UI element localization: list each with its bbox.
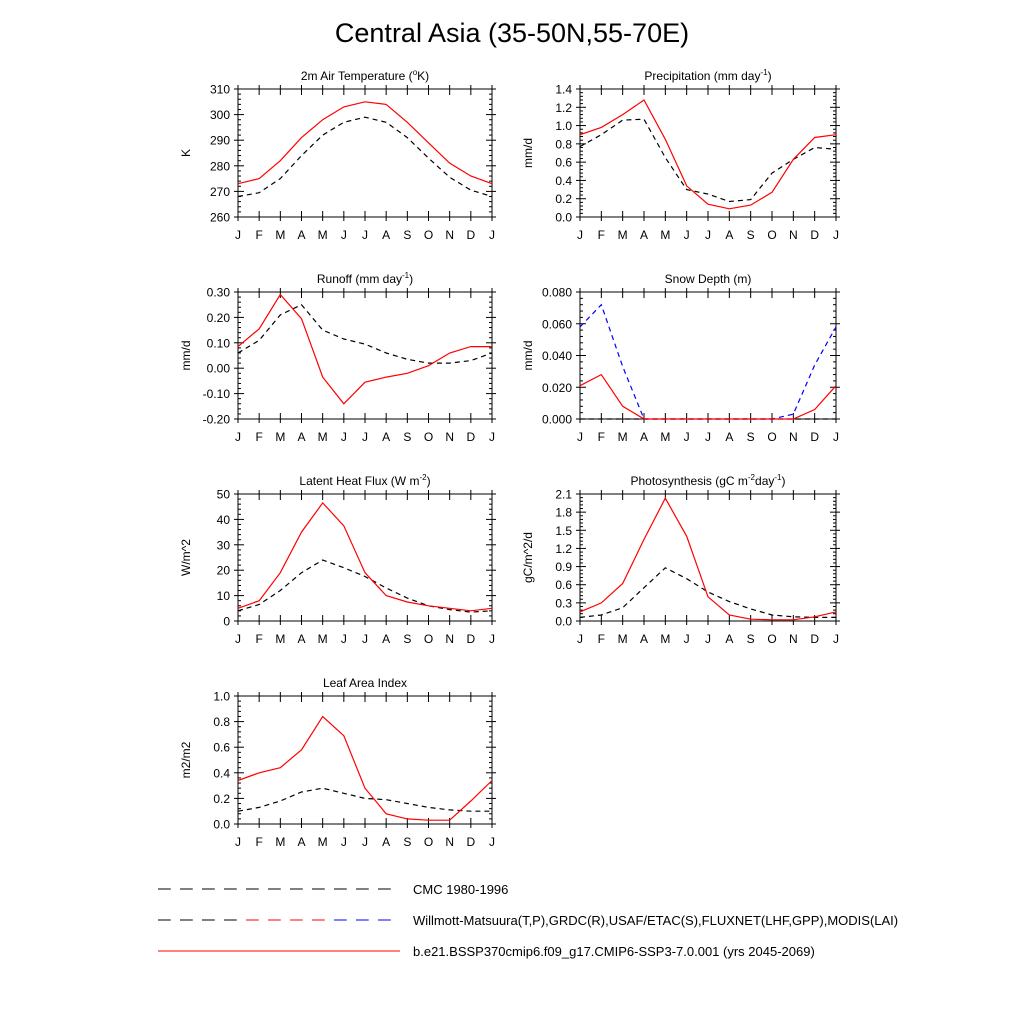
x-tick-label: J [489,632,495,646]
y-tick-label: 1.8 [555,505,572,520]
x-tick-label: F [597,632,606,646]
y-axis-label: gC/m^2/d [521,532,535,583]
series-line-model-1 [238,717,492,821]
plot-frame [238,89,492,217]
chart-title: 2m Air Temperature ($^o$K) [300,68,430,83]
x-tick-label: D [466,430,476,444]
x-tick-label: A [297,835,306,849]
y-tick-label: -0.20 [202,412,230,427]
y-tick-label: 0.0 [213,817,230,832]
plot-frame [238,696,492,824]
x-tick-label: J [833,228,839,242]
x-tick-label: M [617,430,628,444]
y-axis-label: W/m^2 [179,539,193,576]
y-tick-label: 0.2 [555,192,572,207]
x-tick-label: M [275,430,286,444]
x-tick-label: J [577,430,583,444]
y-tick-label: 270 [209,184,230,199]
y-tick-label: 30 [216,538,230,553]
x-tick-label: M [660,228,671,242]
series-line-model-1 [238,503,492,611]
x-tick-label: D [810,632,820,646]
y-tick-label: 1.5 [555,523,572,538]
y-tick-label: 0.8 [213,715,230,730]
x-tick-label: A [639,632,649,646]
x-tick-label: A [382,228,391,242]
x-tick-label: J [683,632,690,646]
legend-label: CMC 1980-1996 [413,882,509,897]
x-tick-label: O [767,632,777,646]
x-tick-label: M [275,228,286,242]
y-tick-label: 0.30 [206,285,230,300]
x-tick-label: M [617,228,628,242]
y-tick-label: 300 [209,108,230,123]
y-tick-label: 310 [209,82,230,97]
x-tick-label: F [255,430,263,444]
x-tick-label: O [423,632,434,646]
y-axis-label: K [179,148,193,158]
x-tick-label: A [297,632,306,646]
chart-gpp [521,473,840,646]
x-tick-label: J [489,228,495,242]
plot-frame [580,89,836,217]
x-tick-label: J [833,430,839,444]
x-tick-label: N [788,632,798,646]
x-tick-label: A [297,430,306,444]
x-tick-label: A [725,430,734,444]
legend [158,882,898,959]
legend-label: Willmott-Matsuura(T,P),GRDC(R),USAF/ETAC(S),FLUXNET(LHF,GPP),MODIS(LAI) [413,913,899,928]
y-tick-label: 1.4 [555,82,572,97]
series-line-obs-0 [580,119,836,201]
x-tick-label: F [255,228,263,242]
series-line-obs-0 [238,560,492,612]
y-tick-label: 0.040 [541,349,572,363]
x-tick-label: J [577,632,583,646]
x-tick-label: J [340,430,347,444]
x-tick-label: S [403,430,412,444]
series-line-model-2 [580,375,836,419]
y-tick-label: 0.2 [213,791,230,806]
x-tick-label: J [362,835,368,849]
plot-frame [238,494,492,621]
x-tick-label: M [275,835,286,849]
y-tick-label: 0.0 [555,614,572,629]
y-tick-label: 290 [209,133,230,148]
y-tick-label: 0.6 [555,155,572,170]
series-line-model-1 [580,100,836,209]
y-tick-label: 260 [209,210,230,225]
x-tick-label: N [445,632,455,646]
x-tick-label: O [423,430,434,444]
x-tick-label: O [423,228,434,242]
y-tick-label: 0.6 [213,740,230,755]
y-tick-label: 0.000 [541,412,572,427]
y-axis-label: m2/m2 [179,741,193,779]
x-tick-label: A [382,835,391,849]
x-tick-label: S [403,632,412,646]
x-tick-label: O [767,228,777,242]
chart-lai [179,676,496,849]
x-tick-label: N [445,430,455,444]
x-tick-label: O [423,835,434,849]
x-tick-label: S [746,632,755,646]
x-tick-label: S [403,835,412,849]
chart-title: Snow Depth (m) [664,272,752,286]
y-tick-label: -0.10 [202,387,230,402]
y-tick-label: 40 [216,512,230,527]
y-tick-label: 0.4 [213,766,230,781]
x-tick-label: J [235,228,241,242]
x-tick-label: J [683,228,690,242]
chart-temperature [179,68,496,242]
x-tick-label: M [317,835,328,849]
y-axis-label: mm/d [521,138,535,168]
plot-frame [580,494,836,621]
x-tick-label: F [255,632,263,646]
series-line-obs-0 [580,568,836,618]
x-tick-label: O [767,430,777,444]
y-tick-label: 10 [216,589,230,604]
chart-precipitation [521,68,840,242]
y-tick-label: 20 [216,563,230,578]
x-tick-label: J [833,632,839,646]
chart-runoff [179,271,496,444]
y-tick-label: 50 [216,487,230,502]
chart-snow [521,272,840,444]
x-tick-label: F [597,228,606,242]
series-line-model-1 [238,295,492,404]
chart-lhf [179,473,496,646]
y-tick-label: 0.00 [206,361,230,376]
x-tick-label: J [340,835,347,849]
x-tick-label: J [705,632,711,646]
y-tick-label: 0.10 [206,336,230,351]
x-tick-label: S [403,228,412,242]
x-tick-label: F [597,430,606,444]
series-line-obs-0 [238,305,492,363]
x-tick-label: A [725,632,734,646]
x-tick-label: A [725,228,734,242]
x-tick-label: J [340,228,347,242]
x-tick-label: J [489,430,495,444]
chart-title: Latent Heat Flux (W $m^{-2}$) [299,473,431,488]
y-tick-label: 0.080 [541,285,572,300]
x-tick-label: N [445,835,455,849]
y-tick-label: 0.0 [555,210,572,225]
x-tick-label: J [362,430,368,444]
x-tick-label: J [235,835,241,849]
series-line-obs-0 [238,117,492,196]
y-tick-label: 0.6 [555,578,572,593]
legend-label: b.e21.BSSP370cmip6.f09_g17.CMIP6-SSP3-7.0.001 (yrs 2045-2069) [413,944,815,959]
series-line-model-1 [238,102,492,184]
x-tick-label: M [317,632,328,646]
y-tick-label: 0.4 [555,173,572,188]
y-tick-label: 0.8 [555,137,572,152]
chart-title: Runoff (mm day$^{-1}$) [316,271,414,286]
x-tick-label: J [362,632,368,646]
y-tick-label: 1.2 [555,100,572,115]
x-tick-label: M [275,632,286,646]
chart-title: Leaf Area Index [322,676,408,690]
y-tick-label: 280 [209,159,230,174]
x-tick-label: M [660,430,671,444]
y-tick-label: 0.9 [555,560,572,575]
y-tick-label: 0.020 [541,380,572,395]
x-tick-label: A [382,632,391,646]
series-line-model-1 [580,498,836,620]
y-axis-label: mm/d [521,340,535,371]
y-tick-label: 0 [223,614,230,629]
x-tick-label: J [705,430,711,444]
y-tick-label: 0.060 [541,317,572,332]
x-tick-label: N [788,430,798,444]
plot-frame [238,292,492,419]
x-tick-label: M [317,228,328,242]
x-tick-label: F [255,835,263,849]
y-tick-label: 0.3 [555,596,572,611]
x-tick-label: J [705,228,711,242]
x-tick-label: J [340,632,347,646]
page-title: Central Asia (35-50N,55-70E) [334,18,690,48]
x-tick-label: J [489,835,495,849]
x-tick-label: M [660,632,671,646]
x-tick-label: A [297,228,306,242]
x-tick-label: J [362,228,368,242]
x-tick-label: J [235,632,241,646]
x-tick-label: D [810,430,820,444]
y-tick-label: 1.2 [555,541,572,556]
y-axis-label: mm/d [179,340,193,371]
x-tick-label: S [746,228,755,242]
x-tick-label: M [617,632,628,646]
x-tick-label: D [466,228,476,242]
x-tick-label: M [317,430,328,444]
y-tick-label: 2.1 [555,487,572,502]
x-tick-label: A [639,228,649,242]
x-tick-label: A [382,430,391,444]
x-tick-label: D [810,228,820,242]
x-tick-label: S [746,430,755,444]
y-tick-label: 1.0 [555,119,572,134]
y-tick-label: 0.20 [206,310,230,325]
series-line-obs-1 [580,305,836,419]
x-tick-label: D [466,835,476,849]
y-tick-label: 1.0 [213,689,230,704]
x-tick-label: D [466,632,476,646]
x-tick-label: N [788,228,798,242]
series-line-obs-0 [238,788,492,811]
x-tick-label: J [683,430,690,444]
x-tick-label: A [639,430,649,444]
x-tick-label: N [445,228,455,242]
chart-title: Photosynthesis (gC $m^{-2}day^{-1}$) [630,473,786,488]
x-tick-label: J [577,228,583,242]
x-tick-label: J [235,430,241,444]
chart-title: Precipitation (mm day$^{-1}$) [644,68,772,83]
